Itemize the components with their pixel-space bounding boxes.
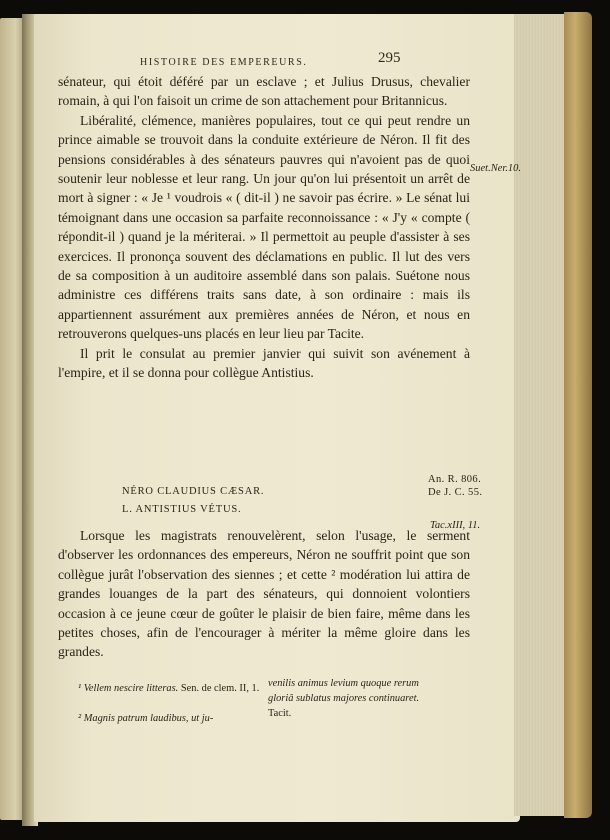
book-cover-edge	[564, 12, 592, 818]
margin-note-suetonius: Suet.Ner.10.	[470, 163, 522, 174]
main-text-2	[58, 526, 470, 662]
footnote-2	[78, 711, 264, 726]
footnote-2-cont-text: venilis animus levium quoque rerum gloriâ sublatus majores continuaret.	[268, 678, 420, 704]
paragraph-1: sénateur, qui étoit déféré par un esclave ; et Julius Drusus, chevalier romain, à qui l'on faisoit un crime de son attachement pour Britannicus.	[58, 74, 470, 109]
footnote-2-continued	[268, 676, 440, 721]
footnote-1	[78, 681, 264, 696]
main-text	[58, 72, 470, 383]
page-edges	[514, 14, 566, 816]
consul-line-2: L. ANTISTIUS VÉTUS.	[122, 504, 242, 515]
consul-line-1: NÉRO CLAUDIUS CÆSAR.	[122, 486, 265, 497]
footnote-2-source: Tacit.	[268, 708, 292, 719]
running-title: HISTOIRE DES EMPEREURS.	[140, 57, 308, 68]
footnote-2-quote: ² Magnis patrum laudibus, ut ju-	[78, 713, 214, 724]
year-roman: An. R. 806.	[428, 474, 482, 485]
year-christian: De J. C. 55.	[428, 487, 483, 498]
footnote-1-quote: ¹ Vellem nescire litteras.	[78, 683, 179, 694]
footnote-1-source: Sen. de clem. II, 1.	[178, 683, 260, 694]
paragraph-3: Il prit le consulat au premier janvier qui suivit son avénement à l'empire, et il se donna pour collègue Antistius.	[58, 345, 470, 381]
paragraph-4: Lorsque les magistrats renouvelèrent, selon l'usage, le serment d'observer les ordonnances des empereurs, Néron ne souffrit point que son collègue jurât l'observation des siennes ; et cette ² modération lui attira de grandes louanges de la part des sénateurs, qui donnoient volontiers occasion à ce jeune cœur de goûter le plaisir de bien faire, même dans les petites choses, afin de l'encourager à mériter la même gloire dans les grandes.	[58, 528, 470, 660]
page-number: 295	[378, 50, 401, 66]
paragraph-2: Libéralité, clémence, manières populaires, tout ce qui peut rendre un prince aimable se trouvoit dans la conduite extérieure de Néron. Il fit des pensions considérables à des sénateurs pauvres qui n'avoient pas de quoi soutenir leur noblesse et leur rang. Un jour qu'on lui présentoit un arrêt de mort à signer : « Je ¹ voudrois « ( dit-il ) ne savoir pas écrire. » Le sénat lui témoignant dans une occasion sa parfaite reconnoissance : « J'y « compte ( répondit-il ) quand je la mériterai. » Il permettoit au peuple d'assister à ses exercices. Il prononça souvent des déclamations en public. Il lut des vers de sa composition à un auditoire assemblé dans son palais. Suétone nous administre ces différens traits sans date, à son ordinaire : mais ils appartiennent assurément aux premières années de Néron, et nous en retrouverons quelques-uns placés en leur lieu par Tacite.	[58, 112, 470, 342]
margin-note-tacitus: Tac.xIII, 11.	[430, 520, 481, 531]
